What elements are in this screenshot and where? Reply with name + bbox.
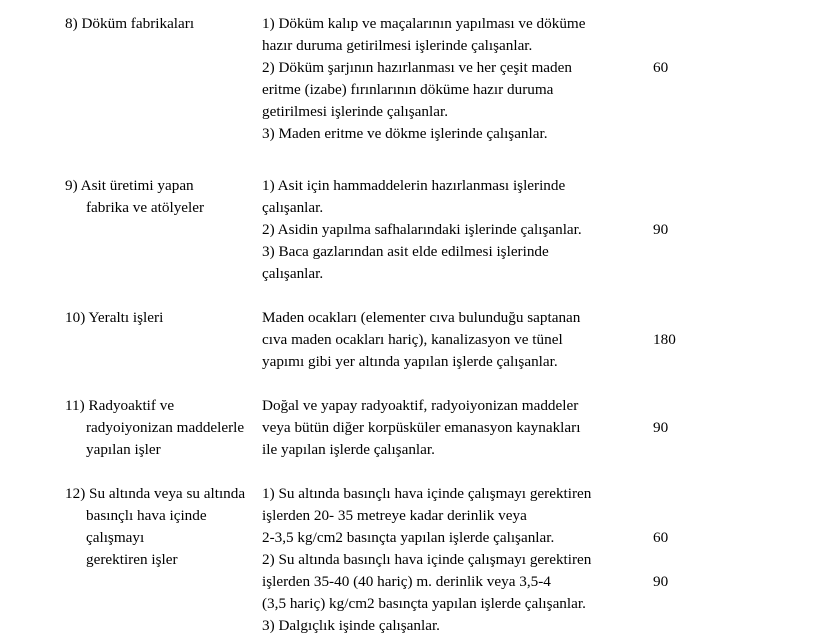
row-description-text <box>262 395 628 461</box>
table-row <box>0 395 814 461</box>
row-value-cell <box>628 483 814 637</box>
description-line: cıva maden ocakları hariç), kanalizasyon ve tünel <box>262 331 563 348</box>
row-category-text <box>65 307 262 329</box>
row-description-cell <box>262 175 628 285</box>
category-line: 9) Asit üretimi yapan <box>65 177 194 194</box>
description-line: çalışanlar. <box>262 265 324 282</box>
description-line: 1) Su altında basınçlı hava içinde çalışmayı gerektiren <box>262 485 592 502</box>
description-line: 2-3,5 kg/cm2 basınçta yapılan işlerde çalışanlar. <box>262 529 555 546</box>
description-line: ile yapılan işlerde çalışanlar. <box>262 441 435 458</box>
value-number: 60 <box>653 59 669 76</box>
table-row <box>0 483 814 637</box>
row-category-text <box>65 13 262 35</box>
row-spacer <box>0 461 814 483</box>
category-line: 11) Radyoaktif ve <box>65 397 175 414</box>
row-spacer <box>0 145 814 175</box>
row-description-text <box>262 483 628 637</box>
value-number: 60 <box>653 529 669 546</box>
description-line: 2) Döküm şarjının hazırlanması ve her çeşit maden <box>262 59 572 76</box>
value-number: 90 <box>653 573 669 590</box>
row-description-text <box>262 175 628 285</box>
category-line: gerektiren işler <box>86 551 178 568</box>
row-description-cell <box>262 483 628 637</box>
row-category-cell <box>0 483 262 571</box>
row-value-cell <box>628 395 814 461</box>
description-line: eritme (izabe) fırınlarının döküme hazır duruma <box>262 81 554 98</box>
table-row <box>0 307 814 373</box>
row-description-cell <box>262 395 628 461</box>
row-category-text <box>65 175 262 219</box>
description-line: 1) Asit için hammaddelerin hazırlanması işlerinde <box>262 177 566 194</box>
category-line: fabrika ve atölyeler <box>86 199 205 216</box>
row-spacer <box>0 285 814 307</box>
table-row <box>0 175 814 285</box>
description-line: 3) Baca gazlarından asit elde edilmesi işlerinde <box>262 243 549 260</box>
row-description-text <box>262 307 628 373</box>
description-line: hazır duruma getirilmesi işlerinde çalışanlar. <box>262 37 533 54</box>
row-value-cell <box>628 175 814 285</box>
description-line: Doğal ve yapay radyoaktif, radyoiyonizan maddeler <box>262 397 579 414</box>
row-category-text <box>65 395 262 461</box>
description-line: veya bütün diğer korpüsküler emanasyon kaynakları <box>262 419 581 436</box>
description-line: (3,5 hariç) kg/cm2 basınçta yapılan işlerde çalışanlar. <box>262 595 586 612</box>
description-line: çalışanlar. <box>262 199 324 216</box>
description-line: 2) Su altında basınçlı hava içinde çalışmayı gerektiren <box>262 551 592 568</box>
row-value-cell <box>628 307 814 373</box>
category-line: 12) Su altında veya su altında <box>65 485 246 502</box>
description-line: 3) Dalgıçlık işinde çalışanlar. <box>262 617 440 634</box>
category-line: 8) Döküm fabrikaları <box>65 15 195 32</box>
description-line: işlerden 35-40 (40 hariç) m. derinlik veya 3,5-4 <box>262 573 551 590</box>
category-line: basınçlı hava içinde çalışmayı <box>86 507 211 546</box>
row-description-cell <box>262 13 628 145</box>
category-line: 10) Yeraltı işleri <box>65 309 164 326</box>
description-line: 1) Döküm kalıp ve maçalarının yapılması ve döküme <box>262 15 586 32</box>
description-line: 2) Asidin yapılma safhalarındaki işlerinde çalışanlar. <box>262 221 582 238</box>
table-row <box>0 13 814 145</box>
category-line: yapılan işler <box>86 441 161 458</box>
row-value-cell <box>628 13 814 145</box>
description-line: yapımı gibi yer altında yapılan işlerde çalışanlar. <box>262 353 558 370</box>
row-category-cell <box>0 175 262 219</box>
row-category-cell <box>0 307 262 329</box>
row-category-text <box>65 483 262 571</box>
description-line: işlerden 20- 35 metreye kadar derinlik veya <box>262 507 527 524</box>
category-line: radyoiyonizan maddelerle <box>86 419 245 436</box>
row-category-cell <box>0 13 262 35</box>
row-description-text <box>262 13 628 145</box>
row-description-cell <box>262 307 628 373</box>
value-number: 180 <box>653 331 676 348</box>
row-category-cell <box>0 395 262 461</box>
row-spacer <box>0 373 814 395</box>
description-line: Maden ocakları (elementer cıva bulunduğu saptanan <box>262 309 581 326</box>
value-number: 90 <box>653 221 669 238</box>
description-line: getirilmesi işlerinde çalışanlar. <box>262 103 448 120</box>
value-number: 90 <box>653 419 669 436</box>
description-line: 3) Maden eritme ve dökme işlerinde çalışanlar. <box>262 125 548 142</box>
